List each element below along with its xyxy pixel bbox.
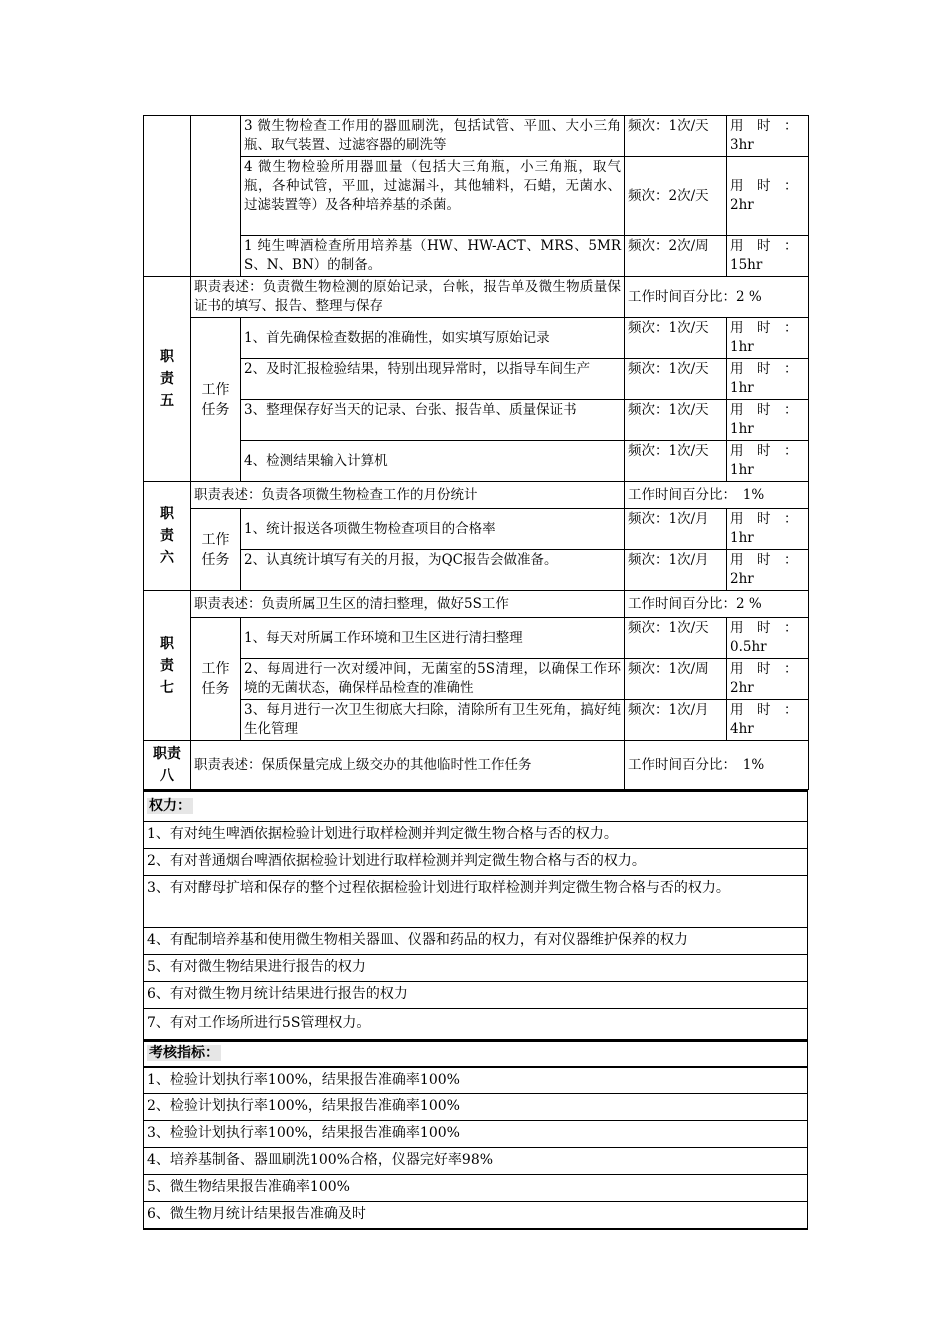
task-time: 用 时 ：2hr	[727, 550, 809, 591]
task-frequency: 频次：1次/月	[625, 509, 727, 550]
task-row	[144, 618, 809, 659]
task-row	[144, 318, 809, 359]
duty-seven-head: 职 责 七	[144, 591, 191, 741]
task-text: 4 微生物检验所用器皿量（包括大三角瓶，小三角瓶，取气瓶，各种试管，平皿，过滤漏斗，其他辅料，石蜡，无菌水、过滤装置等）及各种培养基的杀菌。	[241, 157, 625, 236]
task-frequency: 频次：1次/天	[625, 441, 727, 482]
task-time: 用 时 ：1hr	[727, 400, 809, 441]
kpi-table	[143, 1040, 808, 1230]
task-row	[144, 236, 809, 277]
duty-eight-head: 职责 八	[144, 741, 191, 790]
task-time: 用 时 ：3hr	[727, 116, 809, 157]
task-time: 用 时 ：1hr	[727, 359, 809, 400]
task-time: 用 时 ：2hr	[727, 659, 809, 700]
work-time-percent: 工作时间百分比： 1%	[625, 741, 809, 790]
task-time: 用 时 ：1hr	[727, 509, 809, 550]
work-time-percent: 工作时间百分比：2 %	[625, 591, 809, 618]
task-frequency: 频次：1次/天	[625, 318, 727, 359]
task-frequency: 频次：1次/月	[625, 700, 727, 741]
task-frequency: 频次：2次/天	[625, 157, 727, 236]
kpi-item: 6、微生物月统计结果报告准确及时	[144, 1202, 808, 1229]
task-frequency: 频次：1次/天	[625, 116, 727, 157]
task-row	[144, 116, 809, 157]
task-time: 用 时 ：1hr	[727, 318, 809, 359]
task-text: 3 微生物检查工作用的器皿刷洗，包括试管、平皿、大小三角瓶、取气装置、过滤容器的刷洗等	[241, 116, 625, 157]
task-frequency: 频次：2次/周	[625, 236, 727, 277]
work-time-percent: 工作时间百分比：2 %	[625, 277, 809, 318]
task-time: 用 时 ：15hr	[727, 236, 809, 277]
power-item: 6、有对微生物月统计结果进行报告的权力	[144, 981, 808, 1008]
power-item: 5、有对微生物结果进行报告的权力	[144, 954, 808, 981]
task-frequency: 频次：1次/天	[625, 400, 727, 441]
kpi-item: 5、微生物结果报告准确率100%	[144, 1175, 808, 1202]
duty-head-cell	[144, 116, 191, 277]
kpi-item: 1、检验计划执行率100%，结果报告准确率100%	[144, 1067, 808, 1094]
task-row	[144, 359, 809, 400]
kpi-item: 3、检验计划执行率100%，结果报告准确率100%	[144, 1121, 808, 1148]
task-text: 3、每月进行一次卫生彻底大扫除，清除所有卫生死角，搞好纯生化管理	[241, 700, 625, 741]
task-row	[144, 441, 809, 482]
task-row	[144, 700, 809, 741]
duty-statement: 职责表述：负责各项微生物检查工作的月份统计	[191, 482, 625, 509]
duty-statement-row	[144, 277, 809, 318]
task-text: 1、统计报送各项微生物检查项目的合格率	[241, 509, 625, 550]
task-row	[144, 400, 809, 441]
kpi-item: 4、培养基制备、器皿刷洗100%合格，仪器完好率98%	[144, 1148, 808, 1175]
task-time: 用 时 ：0.5hr	[727, 618, 809, 659]
task-text: 2、认真统计填写有关的月报，为QC报告会做准备。	[241, 550, 625, 591]
task-text: 3、整理保存好当天的记录、台张、报告单、质量保证书	[241, 400, 625, 441]
work-task-label: 工作 任务	[191, 618, 241, 741]
duty-statement: 职责表述：负责所属卫生区的清扫整理，做好5S工作	[191, 591, 625, 618]
duty-statement: 职责表述：负责微生物检测的原始记录，台帐，报告单及微生物质量保证书的填写、报告、整理与保存	[191, 277, 625, 318]
task-frequency: 频次：1次/天	[625, 618, 727, 659]
document-page	[143, 115, 808, 1230]
kpi-title: 考核指标：	[144, 1041, 808, 1067]
duty-statement: 职责表述：保质保量完成上级交办的其他临时性工作任务	[191, 741, 625, 790]
power-item: 3、有对酵母扩培和保存的整个过程依据检验计划进行取样检测并判定微生物合格与否的权力。	[144, 875, 808, 927]
task-text: 2、每周进行一次对缓冲间，无菌室的5S清理，以确保工作环境的无菌状态，确保样品检查的准确性	[241, 659, 625, 700]
task-frequency: 频次：1次/天	[625, 359, 727, 400]
power-item: 4、有配制培养基和使用微生物相关器皿、仪器和药品的权力，有对仪器维护保养的权力	[144, 927, 808, 954]
work-label-cell	[191, 116, 241, 277]
power-item: 7、有对工作场所进行5S管理权力。	[144, 1008, 808, 1039]
duty-statement-row	[144, 741, 809, 790]
task-text: 4、检测结果输入计算机	[241, 441, 625, 482]
power-item: 2、有对普通烟台啤酒依据检验计划进行取样检测并判定微生物合格与否的权力。	[144, 848, 808, 875]
task-text: 1、首先确保检查数据的准确性，如实填写原始记录	[241, 318, 625, 359]
task-row	[144, 157, 809, 236]
power-item: 1、有对纯生啤酒依据检验计划进行取样检测并判定微生物合格与否的权力。	[144, 821, 808, 848]
task-row	[144, 509, 809, 550]
task-text: 2、及时汇报检验结果，特别出现异常时，以指导车间生产	[241, 359, 625, 400]
task-text: 1 纯生啤酒检查所用培养基（HW、HW-ACT、MRS、5MRS、N、BN）的制备。	[241, 236, 625, 277]
task-row	[144, 659, 809, 700]
work-task-label: 工作 任务	[191, 509, 241, 591]
task-time: 用 时 ：2hr	[727, 157, 809, 236]
duty-six-head: 职 责 六	[144, 482, 191, 591]
power-title: 权力：	[144, 791, 808, 821]
task-time: 用 时 ：1hr	[727, 441, 809, 482]
duty-statement-row	[144, 591, 809, 618]
kpi-item: 2、检验计划执行率100%，结果报告准确率100%	[144, 1094, 808, 1121]
task-time: 用 时 ：4hr	[727, 700, 809, 741]
work-time-percent: 工作时间百分比： 1%	[625, 482, 809, 509]
task-frequency: 频次：1次/月	[625, 550, 727, 591]
task-text: 1、每天对所属工作环境和卫生区进行清扫整理	[241, 618, 625, 659]
duties-table	[143, 115, 809, 790]
work-task-label: 工作 任务	[191, 318, 241, 482]
duty-statement-row	[144, 482, 809, 509]
task-row	[144, 550, 809, 591]
duty-five-head: 职 责 五	[144, 277, 191, 482]
power-table	[143, 790, 808, 1040]
task-frequency: 频次：1次/周	[625, 659, 727, 700]
